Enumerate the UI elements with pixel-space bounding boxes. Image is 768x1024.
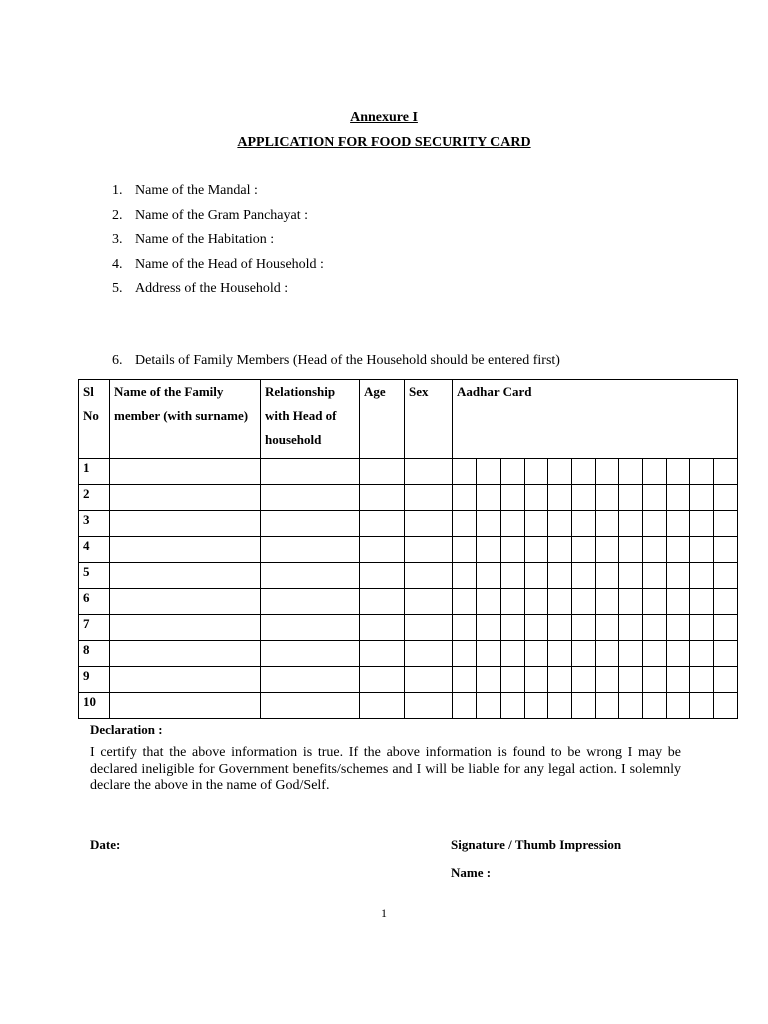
field-number: 5. bbox=[112, 281, 123, 297]
age-cell[interactable] bbox=[360, 563, 405, 589]
aadhar-digit-cell[interactable] bbox=[548, 615, 572, 641]
sex-cell[interactable] bbox=[405, 537, 453, 563]
serial-number-cell: 10 bbox=[79, 693, 110, 719]
name-label: Name : bbox=[451, 865, 492, 880]
table-row bbox=[79, 589, 738, 615]
column-header-sex: Sex bbox=[405, 380, 453, 459]
age-cell[interactable] bbox=[360, 459, 405, 485]
family-members-table bbox=[78, 379, 738, 719]
aadhar-digit-cell[interactable] bbox=[525, 615, 548, 641]
aadhar-digit-cell[interactable] bbox=[453, 589, 477, 615]
aadhar-digit-cell[interactable] bbox=[501, 537, 525, 563]
aadhar-digit-cell[interactable] bbox=[667, 641, 690, 667]
aadhar-digit-cell[interactable] bbox=[501, 693, 525, 719]
field-number: 1. bbox=[112, 183, 123, 198]
aadhar-digit-cell[interactable] bbox=[501, 667, 525, 693]
aadhar-digit-cell[interactable] bbox=[548, 537, 572, 563]
relationship-cell[interactable] bbox=[261, 563, 360, 589]
field-label: Address of the Household : bbox=[135, 281, 289, 297]
serial-number-cell: 5 bbox=[79, 563, 110, 589]
age-cell[interactable] bbox=[360, 641, 405, 667]
sex-cell[interactable] bbox=[405, 511, 453, 537]
aadhar-digit-cell[interactable] bbox=[453, 563, 477, 589]
aadhar-digit-cell[interactable] bbox=[596, 589, 619, 615]
aadhar-digit-cell[interactable] bbox=[690, 459, 714, 485]
aadhar-digit-cell[interactable] bbox=[525, 485, 548, 511]
household-fields bbox=[112, 182, 324, 305]
aadhar-digit-cell[interactable] bbox=[525, 537, 548, 563]
aadhar-digit-cell[interactable] bbox=[619, 459, 643, 485]
field-number: 6. bbox=[112, 353, 123, 368]
aadhar-digit-cell[interactable] bbox=[596, 641, 619, 667]
aadhar-digit-cell[interactable] bbox=[572, 537, 596, 563]
aadhar-digit-cell[interactable] bbox=[548, 667, 572, 693]
age-cell[interactable] bbox=[360, 589, 405, 615]
relationship-cell[interactable] bbox=[261, 615, 360, 641]
aadhar-digit-cell[interactable] bbox=[477, 615, 501, 641]
sex-cell[interactable] bbox=[405, 667, 453, 693]
name-cell[interactable] bbox=[110, 641, 261, 667]
table-row bbox=[79, 537, 738, 563]
field-label: Name of the Gram Panchayat : bbox=[135, 207, 308, 223]
signature-label: Signature / Thumb Impression bbox=[451, 837, 622, 852]
serial-number-cell: 8 bbox=[79, 641, 110, 667]
aadhar-digit-cell[interactable] bbox=[714, 511, 738, 537]
field-number: 4. bbox=[112, 256, 123, 272]
aadhar-digit-cell[interactable] bbox=[525, 641, 548, 667]
field-number: 2. bbox=[112, 207, 123, 223]
aadhar-digit-cell[interactable] bbox=[596, 459, 619, 485]
aadhar-digit-cell[interactable] bbox=[643, 511, 667, 537]
aadhar-digit-cell[interactable] bbox=[667, 693, 690, 719]
aadhar-digit-cell[interactable] bbox=[501, 641, 525, 667]
aadhar-digit-cell[interactable] bbox=[619, 511, 643, 537]
aadhar-digit-cell[interactable] bbox=[619, 615, 643, 641]
relationship-cell[interactable] bbox=[261, 485, 360, 511]
aadhar-digit-cell[interactable] bbox=[525, 563, 548, 589]
aadhar-digit-cell[interactable] bbox=[548, 511, 572, 537]
name-cell[interactable] bbox=[110, 615, 261, 641]
aadhar-digit-cell[interactable] bbox=[477, 667, 501, 693]
aadhar-digit-cell[interactable] bbox=[667, 563, 690, 589]
relationship-cell[interactable] bbox=[261, 511, 360, 537]
aadhar-digit-cell[interactable] bbox=[501, 589, 525, 615]
name-cell[interactable] bbox=[110, 537, 261, 563]
column-header-aadhar: Aadhar Card bbox=[453, 380, 738, 459]
aadhar-digit-cell[interactable] bbox=[643, 641, 667, 667]
aadhar-digit-cell[interactable] bbox=[477, 485, 501, 511]
page-title: APPLICATION FOR FOOD SECURITY CARD bbox=[237, 135, 531, 150]
table-row bbox=[79, 615, 738, 641]
field-gram-panchayat[interactable] bbox=[112, 207, 324, 232]
aadhar-digit-cell[interactable] bbox=[667, 667, 690, 693]
name-cell[interactable] bbox=[110, 459, 261, 485]
aadhar-digit-cell[interactable] bbox=[572, 615, 596, 641]
aadhar-digit-cell[interactable] bbox=[477, 511, 501, 537]
aadhar-digit-cell[interactable] bbox=[525, 667, 548, 693]
field-habitation[interactable] bbox=[112, 231, 324, 256]
aadhar-digit-cell[interactable] bbox=[643, 459, 667, 485]
aadhar-digit-cell[interactable] bbox=[690, 537, 714, 563]
aadhar-digit-cell[interactable] bbox=[643, 667, 667, 693]
aadhar-digit-cell[interactable] bbox=[690, 485, 714, 511]
aadhar-digit-cell[interactable] bbox=[525, 589, 548, 615]
aadhar-digit-cell[interactable] bbox=[667, 485, 690, 511]
family-members-body bbox=[79, 459, 738, 719]
aadhar-digit-cell[interactable] bbox=[477, 693, 501, 719]
aadhar-digit-cell[interactable] bbox=[596, 563, 619, 589]
aadhar-digit-cell[interactable] bbox=[501, 511, 525, 537]
aadhar-digit-cell[interactable] bbox=[714, 485, 738, 511]
field-number: 3. bbox=[112, 232, 123, 248]
age-cell[interactable] bbox=[360, 667, 405, 693]
aadhar-digit-cell[interactable] bbox=[667, 511, 690, 537]
aadhar-digit-cell[interactable] bbox=[572, 563, 596, 589]
aadhar-digit-cell[interactable] bbox=[643, 485, 667, 511]
aadhar-digit-cell[interactable] bbox=[619, 667, 643, 693]
aadhar-digit-cell[interactable] bbox=[643, 563, 667, 589]
aadhar-digit-cell[interactable] bbox=[453, 641, 477, 667]
aadhar-digit-cell[interactable] bbox=[453, 511, 477, 537]
field-address[interactable] bbox=[112, 280, 324, 305]
name-cell[interactable] bbox=[110, 693, 261, 719]
relationship-cell[interactable] bbox=[261, 667, 360, 693]
relationship-cell[interactable] bbox=[261, 641, 360, 667]
column-header-sl-no: Sl No bbox=[79, 380, 110, 459]
name-cell[interactable] bbox=[110, 589, 261, 615]
serial-number-cell: 2 bbox=[79, 485, 110, 511]
sex-cell[interactable] bbox=[405, 641, 453, 667]
aadhar-digit-cell[interactable] bbox=[477, 563, 501, 589]
table-row bbox=[79, 459, 738, 485]
annexure-label: Annexure I bbox=[350, 110, 418, 125]
aadhar-digit-cell[interactable] bbox=[714, 537, 738, 563]
relationship-cell[interactable] bbox=[261, 459, 360, 485]
aadhar-digit-cell[interactable] bbox=[596, 615, 619, 641]
age-cell[interactable] bbox=[360, 511, 405, 537]
aadhar-digit-cell[interactable] bbox=[643, 537, 667, 563]
serial-number-cell: 9 bbox=[79, 667, 110, 693]
field-label: Name of the Mandal : bbox=[135, 183, 258, 198]
aadhar-digit-cell[interactable] bbox=[477, 537, 501, 563]
sex-cell[interactable] bbox=[405, 615, 453, 641]
field-mandal[interactable] bbox=[112, 182, 324, 207]
name-cell[interactable] bbox=[110, 563, 261, 589]
aadhar-digit-cell[interactable] bbox=[548, 589, 572, 615]
field-label: Name of the Habitation : bbox=[135, 232, 275, 248]
aadhar-digit-cell[interactable] bbox=[690, 511, 714, 537]
aadhar-digit-cell[interactable] bbox=[501, 615, 525, 641]
family-details-label: Details of Family Members (Head of the Household should be entered first) bbox=[135, 353, 560, 368]
aadhar-digit-cell[interactable] bbox=[714, 641, 738, 667]
field-head-of-household[interactable] bbox=[112, 256, 324, 281]
aadhar-digit-cell[interactable] bbox=[690, 693, 714, 719]
aadhar-digit-cell[interactable] bbox=[548, 641, 572, 667]
aadhar-digit-cell[interactable] bbox=[572, 641, 596, 667]
age-cell[interactable] bbox=[360, 485, 405, 511]
aadhar-digit-cell[interactable] bbox=[596, 485, 619, 511]
aadhar-digit-cell[interactable] bbox=[572, 459, 596, 485]
aadhar-digit-cell[interactable] bbox=[596, 511, 619, 537]
family-details-heading bbox=[112, 353, 560, 369]
page-number: 1 bbox=[381, 906, 387, 920]
aadhar-digit-cell[interactable] bbox=[619, 693, 643, 719]
relationship-cell[interactable] bbox=[261, 589, 360, 615]
sex-cell[interactable] bbox=[405, 589, 453, 615]
table-row bbox=[79, 485, 738, 511]
aadhar-digit-cell[interactable] bbox=[596, 667, 619, 693]
aadhar-digit-cell[interactable] bbox=[572, 667, 596, 693]
aadhar-digit-cell[interactable] bbox=[714, 667, 738, 693]
relationship-cell[interactable] bbox=[261, 693, 360, 719]
aadhar-digit-cell[interactable] bbox=[596, 537, 619, 563]
aadhar-digit-cell[interactable] bbox=[501, 563, 525, 589]
serial-number-cell: 1 bbox=[79, 459, 110, 485]
serial-number-cell: 4 bbox=[79, 537, 110, 563]
aadhar-digit-cell[interactable] bbox=[572, 511, 596, 537]
aadhar-digit-cell[interactable] bbox=[619, 485, 643, 511]
aadhar-digit-cell[interactable] bbox=[714, 459, 738, 485]
serial-number-cell: 7 bbox=[79, 615, 110, 641]
aadhar-digit-cell[interactable] bbox=[477, 459, 501, 485]
aadhar-digit-cell[interactable] bbox=[667, 459, 690, 485]
aadhar-digit-cell[interactable] bbox=[643, 693, 667, 719]
table-row bbox=[79, 641, 738, 667]
relationship-cell[interactable] bbox=[261, 537, 360, 563]
aadhar-digit-cell[interactable] bbox=[548, 485, 572, 511]
column-header-age: Age bbox=[360, 380, 405, 459]
age-cell[interactable] bbox=[360, 693, 405, 719]
aadhar-digit-cell[interactable] bbox=[572, 589, 596, 615]
sex-cell[interactable] bbox=[405, 485, 453, 511]
aadhar-digit-cell[interactable] bbox=[477, 589, 501, 615]
aadhar-digit-cell[interactable] bbox=[501, 459, 525, 485]
aadhar-digit-cell[interactable] bbox=[572, 485, 596, 511]
aadhar-digit-cell[interactable] bbox=[714, 563, 738, 589]
table-row bbox=[79, 563, 738, 589]
aadhar-digit-cell[interactable] bbox=[643, 615, 667, 641]
sex-cell[interactable] bbox=[405, 693, 453, 719]
aadhar-digit-cell[interactable] bbox=[453, 693, 477, 719]
aadhar-digit-cell[interactable] bbox=[548, 459, 572, 485]
table-row bbox=[79, 693, 738, 719]
aadhar-digit-cell[interactable] bbox=[690, 589, 714, 615]
aadhar-digit-cell[interactable] bbox=[548, 563, 572, 589]
aadhar-digit-cell[interactable] bbox=[548, 693, 572, 719]
aadhar-digit-cell[interactable] bbox=[619, 589, 643, 615]
aadhar-digit-cell[interactable] bbox=[667, 589, 690, 615]
aadhar-digit-cell[interactable] bbox=[714, 589, 738, 615]
sex-cell[interactable] bbox=[405, 563, 453, 589]
table-row bbox=[79, 511, 738, 537]
aadhar-digit-cell[interactable] bbox=[690, 667, 714, 693]
aadhar-digit-cell[interactable] bbox=[453, 615, 477, 641]
aadhar-digit-cell[interactable] bbox=[619, 563, 643, 589]
aadhar-digit-cell[interactable] bbox=[453, 459, 477, 485]
aadhar-digit-cell[interactable] bbox=[690, 641, 714, 667]
table-row bbox=[79, 667, 738, 693]
declaration-text: I certify that the above information is true. If the above information is found to be wrong I may be declared ineligible for Government benefits/schemes and I will be liable for any legal action. I solemnly declare the above in the name of God/Self. bbox=[90, 745, 681, 793]
aadhar-digit-cell[interactable] bbox=[619, 537, 643, 563]
aadhar-digit-cell[interactable] bbox=[714, 693, 738, 719]
serial-number-cell: 3 bbox=[79, 511, 110, 537]
aadhar-digit-cell[interactable] bbox=[596, 693, 619, 719]
aadhar-digit-cell[interactable] bbox=[525, 459, 548, 485]
aadhar-digit-cell[interactable] bbox=[453, 485, 477, 511]
aadhar-digit-cell[interactable] bbox=[525, 693, 548, 719]
age-cell[interactable] bbox=[360, 615, 405, 641]
sex-cell[interactable] bbox=[405, 459, 453, 485]
age-cell[interactable] bbox=[360, 537, 405, 563]
aadhar-digit-cell[interactable] bbox=[714, 615, 738, 641]
name-cell[interactable] bbox=[110, 667, 261, 693]
date-label: Date: bbox=[90, 837, 121, 852]
aadhar-digit-cell[interactable] bbox=[572, 693, 596, 719]
aadhar-digit-cell[interactable] bbox=[477, 641, 501, 667]
declaration-heading: Declaration : bbox=[90, 722, 163, 737]
aadhar-digit-cell[interactable] bbox=[667, 615, 690, 641]
aadhar-digit-cell[interactable] bbox=[643, 589, 667, 615]
column-header-name: Name of the Family member (with surname) bbox=[110, 380, 261, 459]
name-cell[interactable] bbox=[110, 485, 261, 511]
aadhar-digit-cell[interactable] bbox=[453, 667, 477, 693]
aadhar-digit-cell[interactable] bbox=[453, 537, 477, 563]
aadhar-digit-cell[interactable] bbox=[690, 615, 714, 641]
serial-number-cell: 6 bbox=[79, 589, 110, 615]
aadhar-digit-cell[interactable] bbox=[501, 485, 525, 511]
field-label: Name of the Head of Household : bbox=[135, 256, 324, 272]
aadhar-digit-cell[interactable] bbox=[690, 563, 714, 589]
column-header-relationship: Relationship with Head of household bbox=[261, 380, 360, 459]
aadhar-digit-cell[interactable] bbox=[619, 641, 643, 667]
aadhar-digit-cell[interactable] bbox=[667, 537, 690, 563]
name-cell[interactable] bbox=[110, 511, 261, 537]
aadhar-digit-cell[interactable] bbox=[525, 511, 548, 537]
